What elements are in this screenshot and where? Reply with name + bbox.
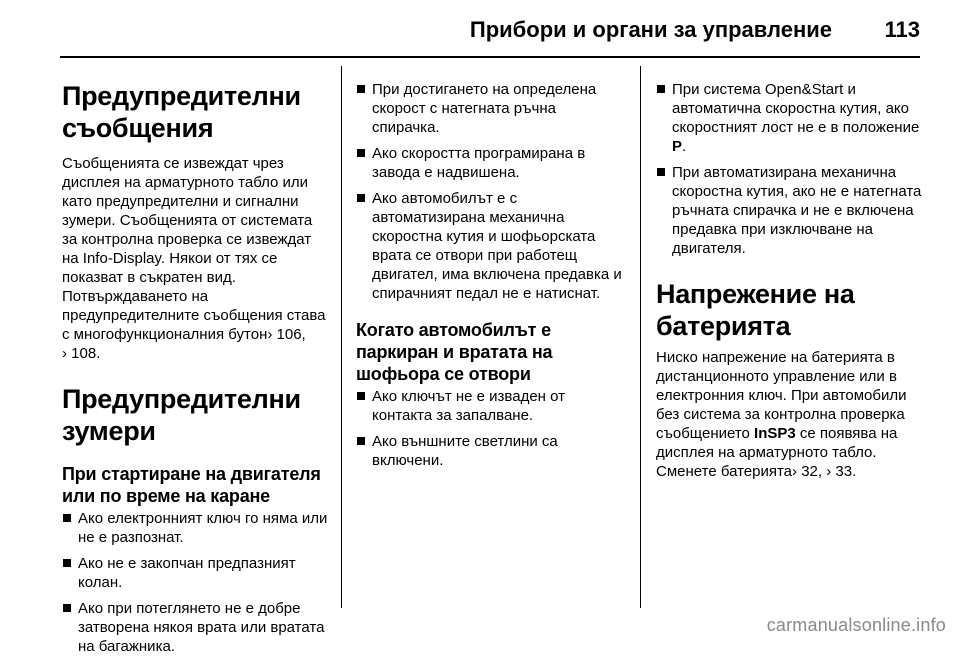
gear-p-label: P [672, 138, 683, 155]
heading-warning-chimes: Предупредителни зумери [62, 384, 301, 446]
cross-reference-link[interactable] [826, 462, 856, 481]
bullet-list [356, 80, 626, 303]
page-number: 113 [884, 17, 920, 42]
column-divider [341, 66, 342, 608]
heading-battery-voltage: Напрежение на батерията [656, 279, 855, 341]
list-item: При достигането на определена скорост с натегната ръчна спирачка. [356, 80, 626, 137]
list-item: Ако при потеглянето не е добре затворена някоя врата или вратата на багажника. [62, 599, 330, 656]
item-end: . [682, 138, 687, 155]
column-1 [62, 66, 330, 663]
cross-reference-link[interactable] [267, 325, 305, 344]
page-header [0, 0, 960, 62]
button-word: бутон [228, 326, 268, 343]
paragraph-messages [62, 154, 330, 363]
list-item [656, 80, 928, 156]
subheading-start-driving: При стартиране на двигателя или по време на каране [62, 464, 321, 506]
heading-warning-messages: Предупредителни съобщения [62, 81, 301, 143]
paragraph-text: се появява на дисплея на арматурното табло. Сменете батерията [656, 425, 898, 480]
paragraph-text: Ниско напрежение на батерията в дистанционното управление или в електронния ключ. При автомобили без система за контролна проверка съобщението [656, 349, 907, 442]
item-text: При система Open&Start и автоматична скоростна кутия, ако скоростният лост не е в положение [672, 81, 920, 136]
column-2 [356, 66, 626, 477]
column-divider [640, 66, 641, 608]
paragraph-battery [656, 348, 928, 481]
page-ref: 33. [831, 463, 857, 480]
bullet-list [356, 387, 626, 470]
page-ref: 32, [797, 463, 823, 480]
list-item: Ако автомобилът е с автоматизирана механична скоростна кутия и шофьорската врата се отвори при работещ двигател, има включена предавка и спирачният педал не е натиснат. [356, 189, 626, 303]
cross-reference-link[interactable] [62, 344, 100, 363]
header-rule [60, 56, 920, 58]
list-item: Ако не е закопчан предпазният колан. [62, 554, 330, 592]
list-item: Ако скоростта програмирана в завода е надвишена. [356, 144, 626, 182]
watermark-text: carmanualsonline.info [766, 615, 946, 635]
paragraph-text: Съобщенията се извеждат чрез дисплея на арматурното табло или като предупредителни и сигнални зумери. Съобщенията от системата за контролна проверка се извеждат на Info-Display. Някои от тях се показват в съкратен вид. Потвърждаването на предупредителните съобщения става с многофункционалния [62, 155, 326, 343]
page-ref: 106, [272, 326, 306, 343]
page-ref: 108. [67, 345, 101, 362]
message-code: InSP3 [754, 425, 796, 442]
list-item: Ако външните светлини са включени. [356, 432, 626, 470]
subheading-parked: Когато автомобилът е паркиран и вратата на шофьора се отвори [356, 320, 553, 384]
list-item: Ако ключът не е изваден от контакта за запалване. [356, 387, 626, 425]
list-item: При автоматизирана механична скоростна кутия, ако не е натегната ръчната спирачка и не е включена предавка при изключване на двигателя. [656, 163, 928, 258]
bullet-list [656, 80, 928, 258]
cross-reference-link[interactable] [792, 462, 822, 481]
bullet-list [62, 509, 330, 656]
column-3 [656, 66, 928, 481]
chapter-title: Прибори и органи за управление [469, 17, 832, 42]
list-item: Ако електронният ключ го няма или не е разпознат. [62, 509, 330, 547]
